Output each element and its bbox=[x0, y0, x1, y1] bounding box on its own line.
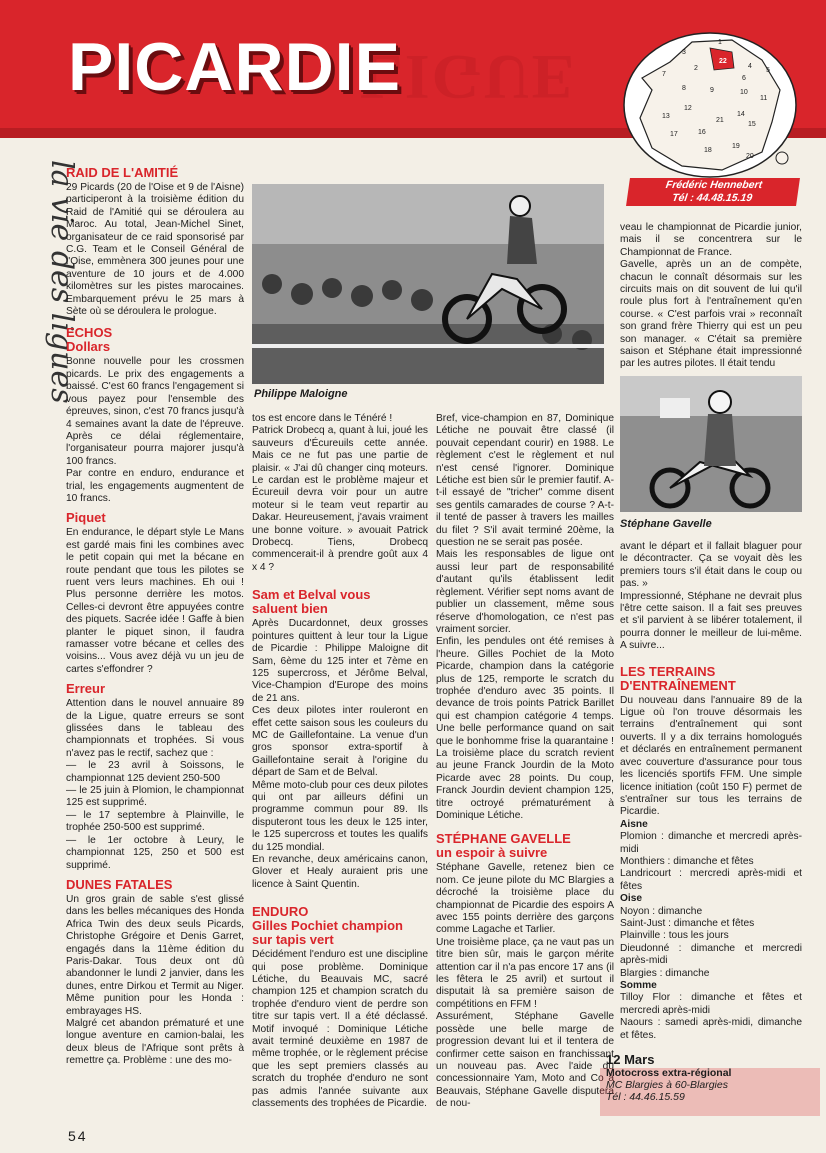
list-item: Plainville : tous les jours bbox=[620, 930, 729, 942]
svg-text:12: 12 bbox=[684, 105, 692, 112]
heading-terrains-b: D'ENTRAÎNEMENT bbox=[620, 677, 736, 693]
column-2 bbox=[252, 413, 428, 1111]
svg-text:10: 10 bbox=[740, 89, 748, 96]
svg-text:22: 22 bbox=[719, 58, 727, 65]
para: Une troisième place, ça ne vaut pas un titre bien sûr, mais le garçon mérite attention car il n'a pas encore 17 ans (il les fêtera le 25 avril) et surtout il disputait là sa première saison de compétitions en FFM ! bbox=[436, 936, 614, 1010]
credit-name: Frédéric Hennebert bbox=[664, 179, 763, 191]
svg-text:11: 11 bbox=[760, 95, 768, 102]
svg-text:4: 4 bbox=[748, 63, 752, 70]
list-item: Naours : samedi après-midi, dimanche et fêtes. bbox=[620, 1017, 802, 1041]
svg-text:19: 19 bbox=[732, 143, 740, 150]
heading-raid: RAID DE L'AMITIÉ bbox=[66, 165, 179, 180]
list-item: Monthiers : dimanche et fêtes bbox=[620, 855, 754, 867]
para: Patrick Drobecq a, quant à lui, joué les sauveurs d'Écureuils cette année. Mais ce ne fut pas une partie de plaisir. « J'ai dû changer cinq moteurs. Le cardan est le problème majeur et Écureuil devra voir pour un autre moteur si le team veut repartir au Dakar. Heureusement, j'avais vraiment une bonne voiture. » avouait Patrick Drobecq. Tiens, Drobecq commencerait-il à prendre goût aux 4 x 4 ? bbox=[252, 425, 428, 573]
page-title: PICARDIE bbox=[68, 29, 401, 105]
side-script-text: la vie des ligues bbox=[44, 160, 79, 404]
photo-gavelle bbox=[620, 376, 802, 512]
heading-terrains-a: LES TERRAINS bbox=[620, 663, 716, 679]
heading-gavelle-b: un espoir à suivre bbox=[436, 845, 548, 861]
side-script bbox=[14, 150, 79, 510]
heading-enduro bbox=[252, 905, 428, 947]
para: Gavelle, après un an de compète, chacun le connaît désormais sur les circuits mais on dit souvent de lui qu'il roule plus fort à l'entraînement qu'en course. « C'est parfois vrai » reconnaît son grand frère Thierry qui est un peu son manager. « C'était sa première saison et Stéphane était impressionné par les autres pilotes. Il était tendu bbox=[620, 259, 802, 370]
para: Un gros grain de sable s'est glissé dans les belles mécaniques des Honda Africa Twin des deux seuls Picards, Christophe Grégoire et Denis Garret, engagés dans la 11ème édition du Paris-Dakar. Tous deux ont dû abandonner le lundi 2 janvier, dans les dunes, entre Dirkou et Termit au Niger. Même punition pour les Honda : embrayages HS. bbox=[66, 893, 244, 1017]
svg-text:6: 6 bbox=[742, 75, 746, 82]
heading-echos-a: ECHOS bbox=[66, 325, 113, 341]
region-somme: Somme bbox=[620, 980, 657, 991]
heading-echos bbox=[66, 326, 244, 354]
heading-terrains bbox=[620, 665, 802, 693]
para: Mais les responsables de ligue ont aussi leur part de responsabilité d'autant qu'ils établissent ledit règlement. Vérifier sept noms avant de publier un classement, même sous réserve d'homologation, ce n'est pas vraiment sorcier. bbox=[436, 549, 614, 635]
svg-text:17: 17 bbox=[670, 131, 678, 138]
column-3 bbox=[436, 413, 614, 1111]
para: 29 Picards (20 de l'Oise et 9 de l'Aisne) participeront à la troisième édition du Raid de l'Amitié qui se déroulera au Maroc. Au total, Jean-Michel Sinet, organisateur de ce raid sponsorisé par C.G. Team et le Conseil Général de l'Oise, emmènera 300 jeunes pour une aventure de 10 jours et de 4.000 kilomètres sur les pistes marocaines. Embarquement prévu le 25 mars à Sète où se déroulera le prologue. bbox=[66, 182, 244, 318]
para: Attention dans le nouvel annuaire 89 de la Ligue, quatre erreurs se sont glissées dans le tableau des championnats et trophées. Si vous n'avez pas le rectif, sachez que : bbox=[66, 698, 244, 759]
ghost-title: LIGUE bbox=[360, 42, 577, 113]
para: Après Ducardonnet, deux grosses pointures quittent à leur tour la Ligue de Picardie : Philippe Maloigne dit Sam, 6ème du 125 inter et 7ème en 125 supercross, et Jérôme Belval, Vice-Champion d'Europe des moins de 21 ans. bbox=[252, 618, 428, 704]
svg-text:16: 16 bbox=[698, 129, 706, 136]
para: Du nouveau dans l'annuaire 89 de la Ligue où l'on trouve désormais les terrains d'entraînement qui sont ouverts. Il y a dix terrains homologués et déclarés en entraînement permanent avec couverture d'assurance pour tous les licenciés sportifs FFM. Une simple licence initiation (coût 150 F) permet de s'entraîner sur tous les terrains de Picardie. bbox=[620, 694, 802, 818]
para: Par contre en enduro, endurance et trial, les engagements augmentent de 10 francs. bbox=[66, 468, 244, 504]
para: Même moto-club pour ces deux pilotes qui ont par ailleurs défini un programme commun pour 89. Ils disputeront tous les deux le 125 inter, le 125 supercross et toutes les qualifs du 125 mondial. bbox=[252, 779, 428, 853]
svg-text:14: 14 bbox=[737, 111, 745, 118]
column-4-bottom bbox=[620, 541, 802, 1042]
region-oise: Oise bbox=[620, 893, 643, 905]
heading-piquet: Piquet bbox=[66, 510, 106, 526]
france-map bbox=[622, 30, 798, 180]
caption-maloigne: Philippe Maloigne bbox=[254, 388, 348, 400]
list-item: Blargies : dimanche bbox=[620, 967, 710, 979]
svg-text:18: 18 bbox=[704, 147, 712, 154]
column-4-top bbox=[620, 222, 802, 371]
svg-text:21: 21 bbox=[716, 117, 724, 124]
para: Assurément, Stéphane Gavelle possède une belle marge de progression devant lui et il tentera de confirmer cette saison en franchissant un nouveau pas. Avec l'aide du concessionnaire Yam, Moto and Co à Beauvais, Stéphane Gavelle disputera de nou- bbox=[436, 1011, 614, 1110]
heading-enduro-c: sur tapis vert bbox=[252, 932, 334, 948]
para: tos est encore dans le Ténéré ! bbox=[252, 413, 393, 424]
map-num: 1 bbox=[718, 39, 722, 46]
para: Décidément l'enduro est une discipline qui pose problème. Dominique Létiche, du Beauvais MC, sacré champion 125 et champion scratch du trophée d'enduro vient de perdre son titre sur tapis vert. Il a été déclassé. Motif invoqué : Dominique Létiche avait terminé deuxième en 1987 de même trophée, or le règlement précise que les sept premiers classés au scratch du trophée d'enduro ne sont pas admis l'année suivante aux classements des trophées de Picardie. bbox=[252, 949, 428, 1110]
list-item: — le 25 juin à Plomion, le championnat 125 est supprimé. bbox=[66, 785, 244, 809]
list-item: Saint-Just : dimanche et fêtes bbox=[620, 917, 755, 929]
heading-sam-b: saluent bien bbox=[252, 601, 328, 617]
para: Ces deux pilotes inter rouleront en effet cette saison sous les couleurs du MC de Gaillefontaine. La venue d'un gros sponsor extra-sportif à Gaillefontaine serait à l'origine du départ de Sam et de Belval. bbox=[252, 705, 428, 779]
event-tel: Tél : 44.46.15.59 bbox=[606, 1091, 685, 1103]
svg-text:13: 13 bbox=[662, 113, 670, 120]
heading-echos-b: Dollars bbox=[66, 339, 111, 355]
list-item: Landricourt : mercredi après-midi et fêtes bbox=[620, 868, 802, 892]
para: avant le départ et il fallait blaguer pour le décontracter. Ça se voyait dès les premiers tours s'il était dans le coup ou pas. » bbox=[620, 541, 802, 590]
column-1 bbox=[66, 160, 244, 1068]
heading-dunes: DUNES FATALES bbox=[66, 876, 173, 892]
svg-text:3: 3 bbox=[682, 49, 686, 56]
page-number: 54 bbox=[68, 1128, 88, 1144]
heading-sam-a: Sam et Belval vous bbox=[252, 587, 371, 603]
svg-text:15: 15 bbox=[748, 121, 756, 128]
list-item: Plomion : dimanche et mercredi après-midi bbox=[620, 831, 802, 855]
credit-tel: Tél : 44.48.15.19 bbox=[671, 192, 753, 204]
para: Impressionné, Stéphane ne devrait plus l'être cette saison. Il a fait ses preuves et s'il parvient à se libérer totalement, il pourra donner le meilleur de lui-même. A suivre... bbox=[620, 590, 802, 652]
svg-text:9: 9 bbox=[710, 87, 714, 94]
event-title: Motocross extra-régional bbox=[606, 1067, 732, 1079]
heading-enduro-b: Gilles Pochiet champion bbox=[252, 918, 403, 934]
heading-enduro-a: ENDURO bbox=[252, 904, 309, 920]
france-map-svg bbox=[622, 30, 798, 180]
heading-erreur: Erreur bbox=[66, 681, 106, 697]
svg-text:20: 20 bbox=[746, 153, 754, 160]
para: Bref, vice-champion en 87, Dominique Létiche ne pouvait être classé (il pouvait cependant courir) en 1988. Le règlement c'est le règlement et nul n'est censé l'ignorer. Dominique Létiche est bien sûr le premier fautif. A-t-il essayé de "tricher" comme disent ses gentils camarades de course ? A-t-il tenté de passer à travers les mailles du filet ? S'il avait terminé 20ème, la question ne se serait pas posée. bbox=[436, 413, 614, 549]
para: Stéphane Gavelle, retenez bien ce nom. Ce jeune pilote du MC Blargies a décroché la troisième place du championnat de Picardie des espoirs A avec 155 points derrière des garçons comme Lagache et Tarlier. bbox=[436, 862, 614, 936]
event-date: 12 Mars bbox=[606, 1052, 655, 1067]
para: Malgré cet abandon prématuré et une longue aventure en camion-balai, les deux bleus de l'Afrique sont prêts à remettre ça. Problème : une des mo- bbox=[66, 1017, 244, 1067]
list-item: — le 17 septembre à Plainville, le trophée 250-500 est supprimé. bbox=[66, 809, 244, 834]
region-aisne: Aisne bbox=[620, 818, 648, 830]
svg-text:7: 7 bbox=[662, 71, 666, 78]
event-box bbox=[606, 1052, 802, 1103]
svg-text:2: 2 bbox=[694, 65, 698, 72]
caption-gavelle: Stéphane Gavelle bbox=[620, 518, 712, 530]
para: En endurance, le départ style Le Mans est gardé mais fini les combines avec le petit copain qui met la bécane en route pendant que tous les pilotes se ruent vers leurs machines. Eh oui ! Plus personne derrière les motos. Celles-ci devront être appuyées contre des piquets. Sacrée idée ! Gaffe à bien planter le piquet sinon, il faudra ramasser votre bécane et celles des voisins... Vous avez déjà vu un jeu de cartes s'effondrer ? bbox=[66, 527, 244, 675]
list-item: Noyon : dimanche bbox=[620, 905, 703, 917]
photo-maloigne bbox=[252, 184, 604, 384]
svg-text:8: 8 bbox=[682, 85, 686, 92]
list-item: — le 23 avril à Soissons, le championnat 125 devient 250-500 bbox=[66, 760, 244, 784]
credit-box bbox=[626, 178, 800, 206]
list-item: Dieudonné : dimanche et mercredi après-midi bbox=[620, 942, 802, 967]
para: veau le championnat de Picardie junior, mais il se concentrera sur le Championnat de France. bbox=[620, 222, 802, 258]
list-item: Tilloy Flor : dimanche et fêtes et mercredi après-midi bbox=[620, 992, 802, 1016]
heading-gavelle bbox=[436, 832, 614, 860]
svg-text:5: 5 bbox=[766, 67, 770, 74]
event-venue: MC Blargies à 60-Blargies bbox=[606, 1079, 728, 1091]
para: Enfin, les pendules ont été remises à l'heure. Gilles Pochiet de la Moto Picarde, champion dans la catégorie plus de 125, remporte le scratch du trophée d'enduro avec 35 points. Il devance de trois points Patrick Barillet qui est champion catégorie 4 temps. Une belle performance quand on sait que le bonhomme frise la quarantaine ! La troisième place du scratch revient au jeune Franck Jourdin de la Moto Picarde avec 28 points. Du coup, Franck Jourdin devient champion 125, titre octroyé prématurément à Dominique Létiche. bbox=[436, 636, 614, 821]
heading-sam-belval bbox=[252, 588, 428, 616]
heading-gavelle-a: STÉPHANE GAVELLE bbox=[436, 831, 571, 847]
para: En revanche, deux américains canon, Glover et Healy auraient pris une licence à Saint Quentin. bbox=[252, 854, 428, 890]
para: Bonne nouvelle pour les crossmen picards. Le prix des engagements a baissé. C'est 60 francs l'engagement si vous payez pour l'ensemble des épreuves, sinon, c'est 70 francs jusqu'à 4 semaines avant la date de l'épreuve. Après ce délai réglementaire, l'organisateur pourra majorer jusqu'à 100 francs. bbox=[66, 356, 244, 467]
list-item: — le 1er octobre à Leury, le championnat 125, 250 et 500 est supprimé. bbox=[66, 834, 244, 871]
